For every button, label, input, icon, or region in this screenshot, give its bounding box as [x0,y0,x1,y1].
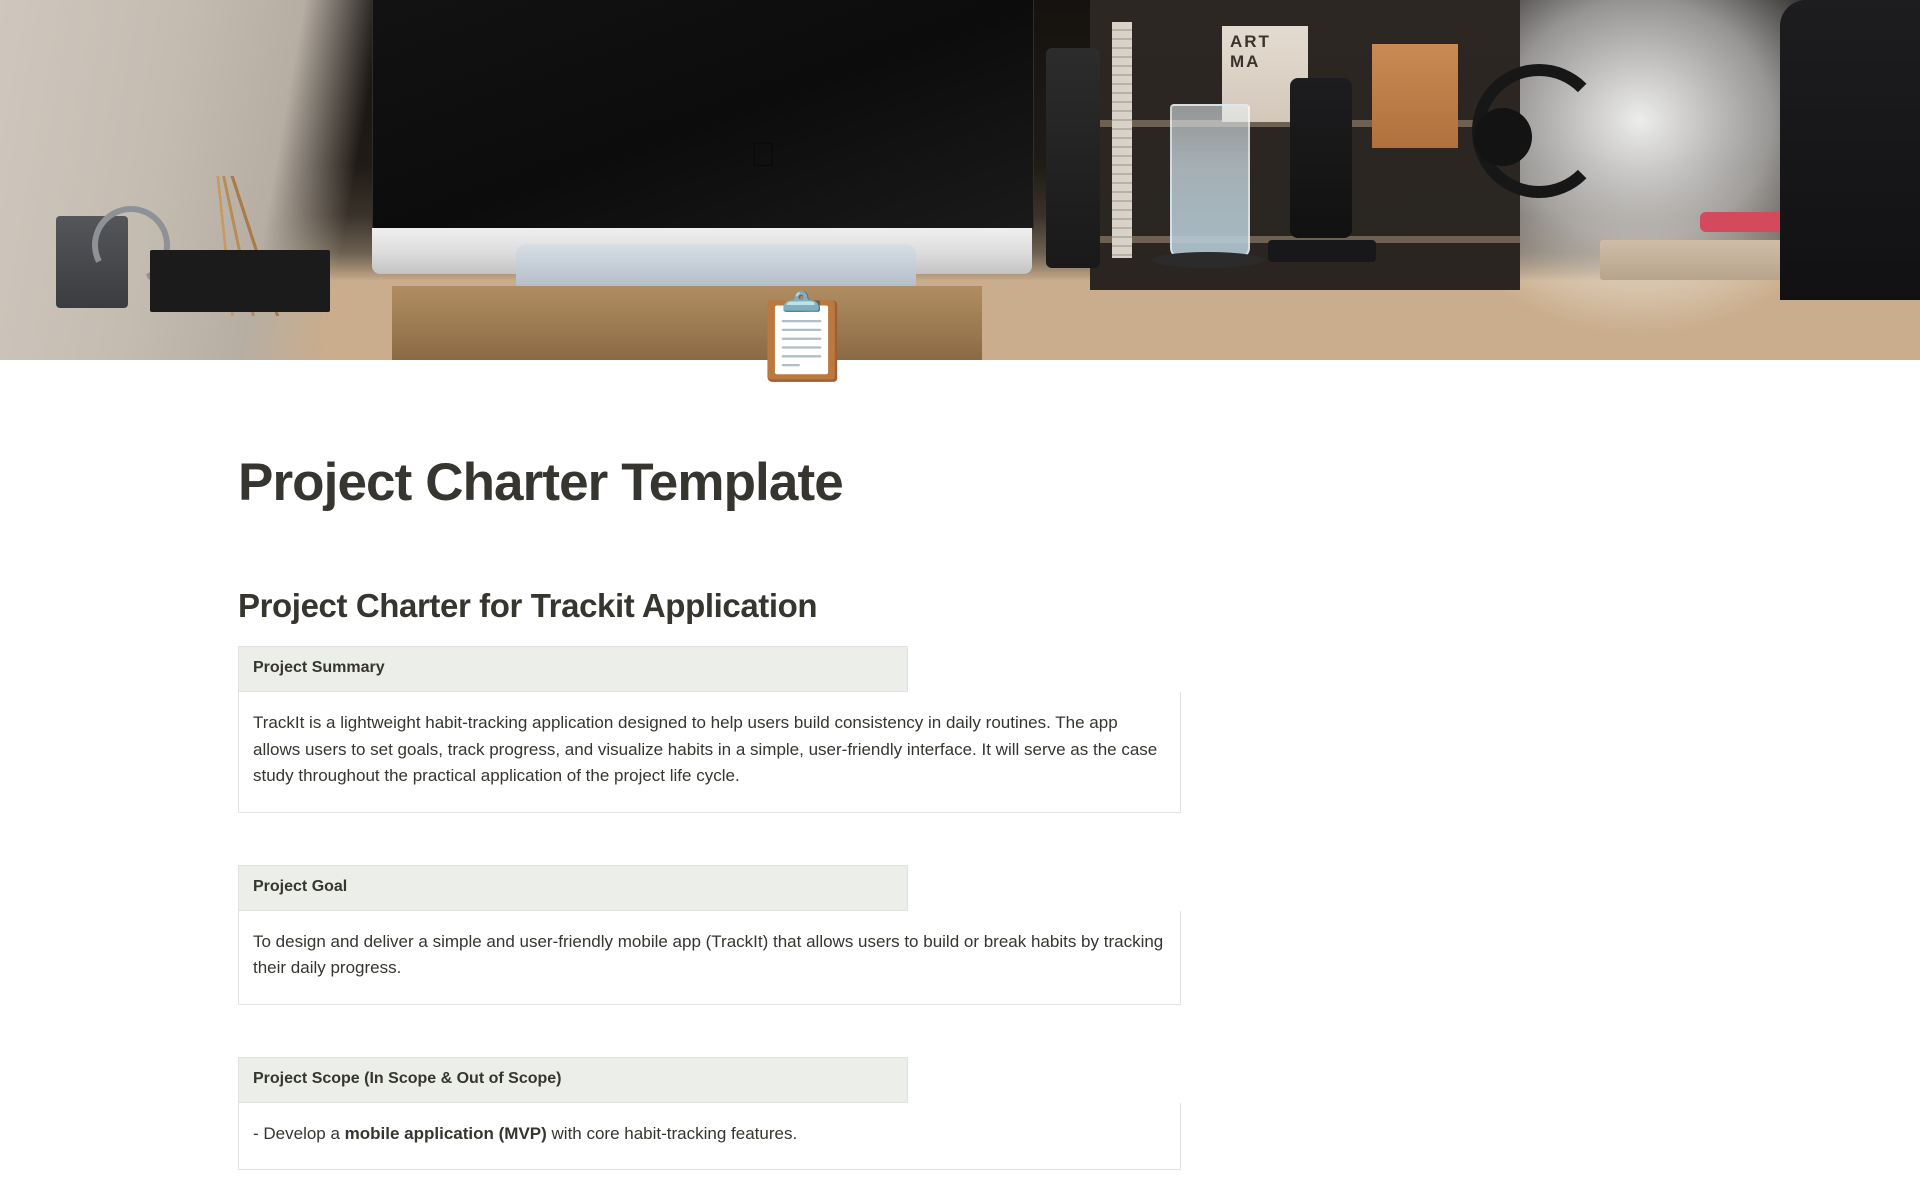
clipboard-icon[interactable]: 📋 [750,290,855,384]
project-scope-body-bold: mobile application (MVP) [344,1123,547,1143]
project-summary-body[interactable]: TrackIt is a lightweight habit-tracking application designed to help users build consistency in daily routines. The app allows users to set goals, track progress, and visualize habits in a simple, user-friendly interface. It will serve as the case study throughout the practical application of the project life cycle. [239,692,1181,813]
brown-box [1372,44,1458,148]
desk-riser [392,286,982,360]
table-row [239,692,1181,813]
table-row [239,1102,1181,1170]
table-header-row [239,647,1181,692]
table-header-row [239,1057,1181,1102]
apple-logo-icon [748,138,778,174]
art-box: ART MA [1222,26,1308,122]
project-scope-table [238,1057,1181,1171]
imac-screen [372,0,1034,230]
project-summary-table [238,646,1181,813]
project-summary-header[interactable]: Project Summary [239,647,908,692]
project-scope-header-spacer [908,1057,1181,1102]
project-goal-body[interactable]: To design and deliver a simple and user-friendly mobile app (TrackIt) that allows users to build or break habits by tracking their daily progress. [239,910,1181,1004]
tumbler [1046,48,1100,268]
project-scope-body-prefix: - Develop a [253,1123,345,1143]
project-scope-header[interactable]: Project Scope (In Scope & Out of Scope) [239,1057,908,1102]
phone-stand-base [1268,240,1376,262]
section-heading[interactable]: Project Charter for Trackit Application [238,587,818,625]
table-row [239,910,1181,1004]
project-scope-body[interactable] [239,1102,1181,1170]
project-goal-header-spacer [908,865,1181,910]
coaster [1152,252,1264,268]
office-chair [1780,0,1920,300]
project-summary-header-spacer [908,647,1181,692]
project-scope-body-suffix: with core habit-tracking features. [546,1123,798,1143]
headphone-cup [1474,108,1532,166]
water-glass [1170,104,1250,258]
ruler [1112,22,1132,258]
project-goal-header[interactable]: Project Goal [239,865,908,910]
page-title[interactable]: Project Charter Template [238,453,843,512]
table-header-row [239,865,1181,910]
phone-stand [1290,78,1352,238]
page-content [0,290,1920,1170]
project-goal-table [238,865,1181,1005]
picture-frame [150,250,330,312]
page-cover-image [0,0,1920,360]
